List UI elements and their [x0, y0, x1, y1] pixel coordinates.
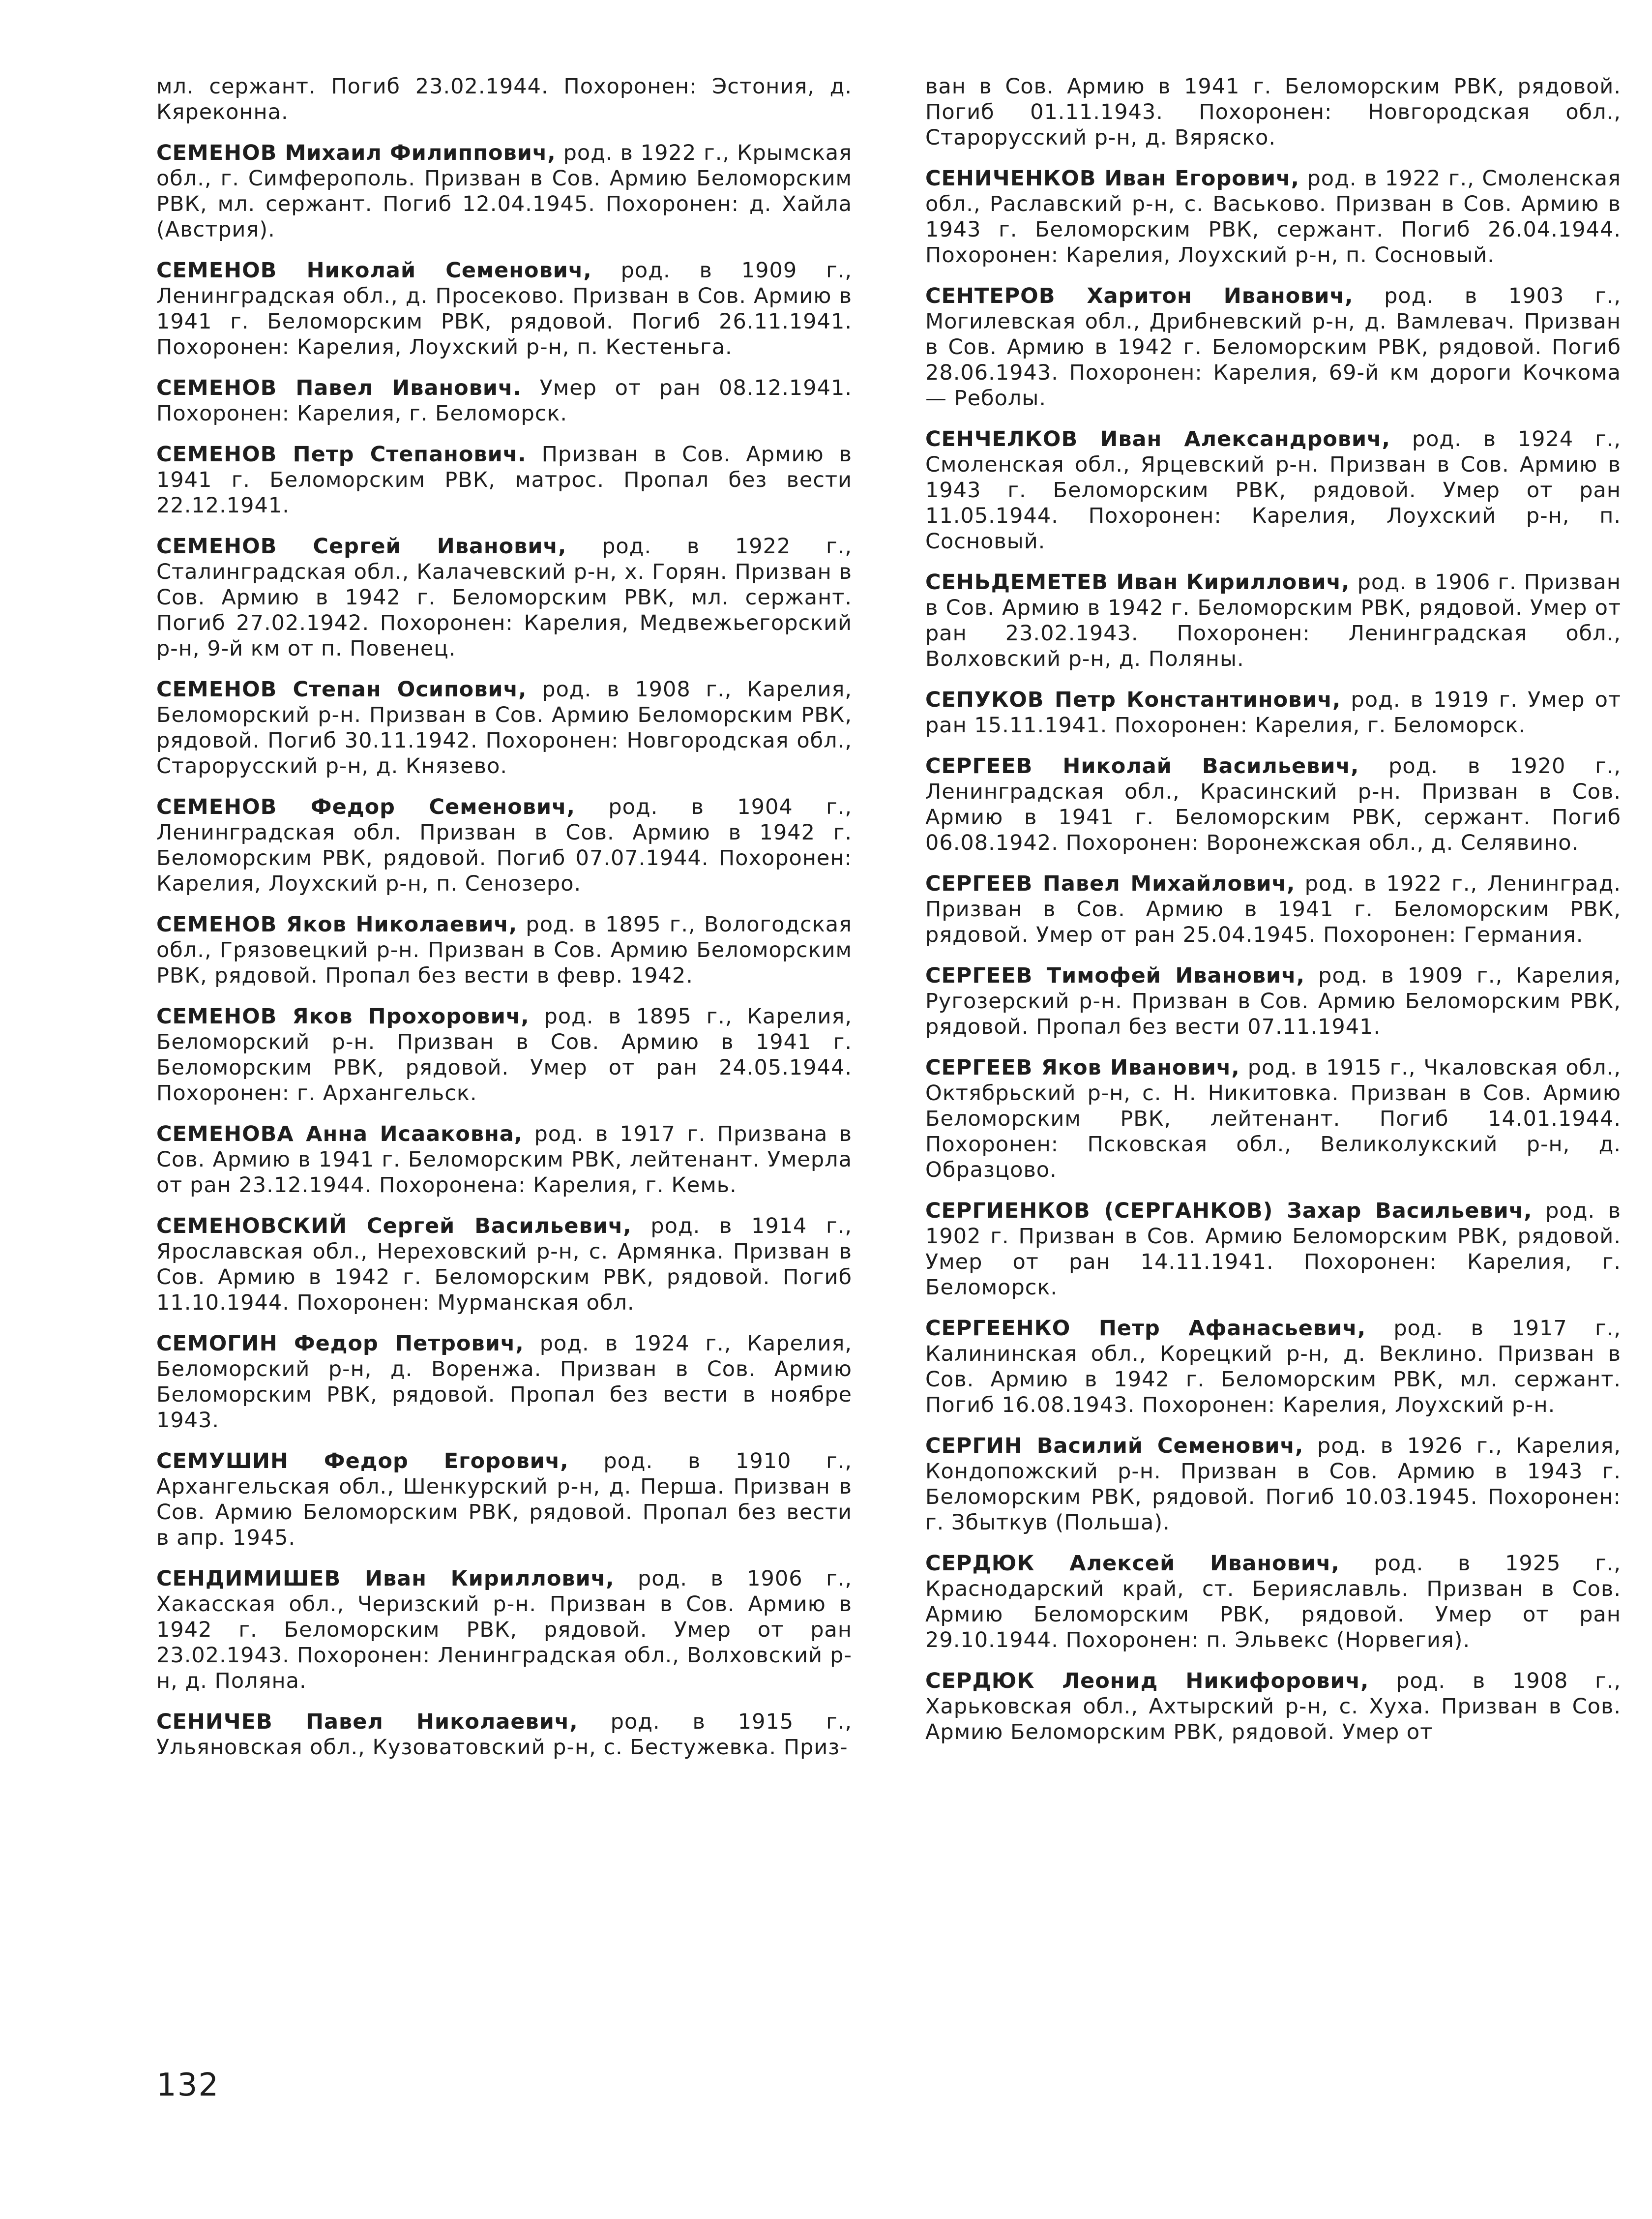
entry-text: род. в 1910 г., Архангельская обл., Шенкурский р-н, д. Перша. Призван в Сов. Армию Беломорским РВК, рядовой. Пропал без вести в апр. 1945.: [156, 1449, 852, 1550]
entry-text: род. в 1922 г., Ленинград. Призван в Сов. Армию в 1941 г. Беломорским РВК, рядовой. Умер от ран 25.04.1945. Похоронен: Германия.: [925, 871, 1621, 947]
left-column: [156, 74, 852, 1775]
entry: [925, 963, 1621, 1040]
entry-name: СЕНДИМИШЕВ Иван Кириллович,: [156, 1566, 615, 1591]
page-number: 132: [156, 2067, 220, 2103]
entry-name: СЕМЕНОВ Яков Прохорович,: [156, 1004, 530, 1029]
entry-text: Призван в Сов. Армию в 1941 г. Беломорским РВК, матрос. Пропал без вести 22.12.1941.: [156, 442, 852, 518]
entry: [925, 1198, 1621, 1300]
entry: [156, 912, 852, 989]
entry: [925, 1433, 1621, 1535]
entry-name: СЕРГИЕНКОВ (СЕРГАНКОВ) Захар Васильевич,: [925, 1199, 1533, 1223]
entry-text: род. в 1924 г., Карелия, Беломорский р-н, д. Воренжа. Призван в Сов. Армию Беломорским РВК, рядовой. Пропал без вести в ноябре 1943.: [156, 1331, 852, 1433]
entry: [925, 283, 1621, 411]
entry-name: СЕМЕНОВ Степан Осипович,: [156, 677, 527, 702]
entry: [156, 534, 852, 661]
entry-name: СЕМЕНОВ Сергей Иванович,: [156, 534, 567, 559]
continuation-text: мл. сержант. Погиб 23.02.1944. Похоронен: Эстония, д. Кяреконна.: [156, 74, 852, 124]
entry-name: СЕНТЕРОВ Харитон Иванович,: [925, 284, 1354, 308]
entry-name: СЕНИЧЕНКОВ Иван Егорович,: [925, 166, 1299, 191]
entry: [925, 570, 1621, 672]
entry-text: род. в 1914 г., Ярославская обл., Нереховский р-н, с. Армянка. Призван в Сов. Армию в 1942 г. Беломорским РВК, рядовой. Погиб 11.10.1944. Похоронен: Мурманская обл.: [156, 1214, 852, 1315]
entry-name: СЕРГЕЕВ Тимофей Иванович,: [925, 963, 1305, 988]
entry-name: СЕРГЕЕНКО Петр Афанасьевич,: [925, 1316, 1366, 1341]
entry-text: род. в 1917 г. Призвана в Сов. Армию в 1941 г. Беломорским РВК, лейтенант. Умерла от ран 23.12.1944. Похоронена: Карелия, г. Кемь.: [156, 1122, 852, 1198]
entry: [156, 677, 852, 779]
entry: [925, 1055, 1621, 1183]
entry: [156, 140, 852, 242]
entry: [156, 258, 852, 360]
entry-text: род. в 1915 г., Ульяновская обл., Кузоватовский р-н, с. Бестужевка. Приз-: [156, 1709, 852, 1760]
entry-name: СЕМЕНОВ Петр Степанович.: [156, 442, 527, 467]
entry-name: СЕНЧЕЛКОВ Иван Александрович,: [925, 427, 1390, 451]
entry-name: СЕМЕНОВ Михаил Филиппович,: [156, 141, 556, 165]
entry: [925, 871, 1621, 948]
entry: [925, 166, 1621, 268]
entry-name: СЕРГЕЕВ Яков Иванович,: [925, 1055, 1240, 1080]
entry-text: род. в 1906 г., Хакасская обл., Черизский р-н. Призван в Сов. Армию в 1942 г. Беломорским РВК, рядовой. Умер от ран 23.02.1943. Похоронен: Ленинградская обл., Волховский р-н, д. Поляна.: [156, 1566, 852, 1693]
entry: [156, 1004, 852, 1106]
entry: [925, 426, 1621, 554]
entry-name: СЕРДЮК Алексей Иванович,: [925, 1551, 1340, 1576]
entry-text: Умер от ран 08.12.1941. Похоронен: Карелия, г. Беломорск.: [156, 376, 852, 426]
entry: [925, 687, 1621, 738]
entry-text: род. в 1908 г., Харьковская обл., Ахтырский р-н, с. Хуха. Призван в Сов. Армию Беломорским РВК, рядовой. Умер от: [925, 1669, 1621, 1744]
entry: [925, 1551, 1621, 1653]
entry-name: СЕМЕНОВСКИЙ Сергей Васильевич,: [156, 1214, 632, 1238]
entry-name: СЕРГЕЕВ Николай Васильевич,: [925, 754, 1359, 779]
entry-text: род. в 1924 г., Смоленская обл., Ярцевский р-н. Призван в Сов. Армию в 1943 г. Беломорским РВК, рядовой. Умер от ран 11.05.1944. Похоронен: Карелия, Лоухский р-н, п. Сосновый.: [925, 427, 1621, 554]
right-column: [925, 74, 1621, 1760]
entry-text: род. в 1920 г., Ленинградская обл., Красинский р-н. Призван в Сов. Армию в 1941 г. Беломорским РВК, сержант. Погиб 06.08.1942. Похоронен: Воронежская обл., д. Селявино.: [925, 754, 1621, 855]
entry-text: род. в 1917 г., Калининская обл., Корецкий р-н, д. Веклино. Призван в Сов. Армию в 1942 г. Беломорским РВК, мл. сержант. Погиб 16.08.1943. Похоронен: Карелия, Лоухский р-н.: [925, 1316, 1621, 1417]
entry-text: род. в 1919 г. Умер от ран 15.11.1941. Похоронен: Карелия, г. Беломорск.: [925, 688, 1621, 738]
entry-text: род. в 1926 г., Карелия, Кондопожский р-н. Призван в Сов. Армию в 1943 г. Беломорским РВК, рядовой. Погиб 10.03.1945. Похоронен: г. Збыткув (Польша).: [925, 1434, 1621, 1535]
entry-text: род. в 1909 г., Ленинградская обл., д. Просеково. Призван в Сов. Армию в 1941 г. Беломорским РВК, рядовой. Погиб 26.11.1941. Похоронен: Карелия, Лоухский р-н, п. Кестеньга.: [156, 258, 852, 360]
entry-name: СЕМЕНОВ Павел Иванович.: [156, 376, 522, 400]
entry-name: СЕМОГИН Федор Петрович,: [156, 1331, 524, 1356]
entry: [156, 1213, 852, 1316]
entry: [156, 375, 852, 426]
entry-text: род. в 1908 г., Карелия, Беломорский р-н. Призван в Сов. Армию Беломорским РВК, рядовой. Погиб 30.11.1942. Похоронен: Новгородская обл., Старорусский р-н, д. Князево.: [156, 677, 852, 779]
entry-name: СЕМЕНОВ Федор Семенович,: [156, 795, 575, 819]
entry: [156, 1566, 852, 1694]
entry-name: СЕМЕНОВ Яков Николаевич,: [156, 912, 518, 937]
entry-text: род. в 1895 г., Карелия, Беломорский р-н. Призван в Сов. Армию в 1941 г. Беломорским РВК, рядовой. Умер от ран 24.05.1944. Похоронен: г. Архангельск.: [156, 1004, 852, 1106]
entry-name: СЕМЕНОВ Николай Семенович,: [156, 258, 592, 283]
entry: [925, 1668, 1621, 1745]
entry: [156, 1448, 852, 1551]
entry-text: род. в 1895 г., Вологодская обл., Грязовецкий р-н. Призван в Сов. Армию Беломорским РВК, рядовой. Пропал без вести в февр. 1942.: [156, 912, 853, 988]
entry-text: род. в 1902 г. Призван в Сов. Армию Беломорским РВК, рядовой. Умер от ран 14.11.1941. Похоронен: Карелия, г. Беломорск.: [925, 1199, 1622, 1300]
entry-text: род. в 1922 г., Сталинградская обл., Калачевский р-н, х. Горян. Призван в Сов. Армию в 1942 г. Беломорским РВК, мл. сержант. Погиб 27.02.1942. Похоронен: Карелия, Медвежьегорский р-н, 9-й км от п. Повенец.: [156, 534, 852, 661]
entry: [925, 1316, 1621, 1418]
entry-text: род. в 1915 г., Чкаловская обл., Октябрьский р-н, с. Н. Никитовка. Призван в Сов. Армию Беломорским РВК, лейтенант. Погиб 14.01.1944. Похоронен: Псковская обл., Великолукский р-н, д. Образцово.: [925, 1055, 1621, 1182]
entry-name: СЕРГЕЕВ Павел Михайлович,: [925, 871, 1296, 896]
entry: [156, 1331, 852, 1433]
entry: [156, 1709, 852, 1760]
entry-name: СЕРДЮК Леонид Никифорович,: [925, 1669, 1369, 1693]
entry: [925, 753, 1621, 856]
continuation-text: ван в Сов. Армию в 1941 г. Беломорским РВК, рядовой. Погиб 01.11.1943. Похоронен: Новгородская обл., Старорусский р-н, д. Вяряско.: [925, 74, 1621, 150]
entry-name: СЕНИЧЕВ Павел Николаевич,: [156, 1709, 578, 1734]
entry-name: СЕРГИН Василий Семенович,: [925, 1434, 1304, 1458]
entry-name: СЕНЬДЕМЕТЕВ Иван Кириллович,: [925, 570, 1350, 595]
entry-text: род. в 1909 г., Карелия, Ругозерский р-н. Призван в Сов. Армию Беломорским РВК, рядовой. Пропал без вести 07.11.1941.: [925, 963, 1621, 1039]
entry-name: СЕПУКОВ Петр Константинович,: [925, 688, 1341, 712]
entry: [156, 794, 852, 897]
entry-text: род. в 1922 г., Крымская обл., г. Симферополь. Призван в Сов. Армию Беломорским РВК, мл. сержант. Погиб 12.04.1945. Похоронен: д. Хайла (Австрия).: [156, 141, 852, 242]
entry-text: род. в 1906 г. Призван в Сов. Армию в 1942 г. Беломорским РВК, рядовой. Умер от ран 23.02.1943. Похоронен: Ленинградская обл., Волховский р-н, д. Поляны.: [925, 570, 1621, 671]
entry-text: род. в 1904 г., Ленинградская обл. Призван в Сов. Армию в 1942 г. Беломорским РВК, рядовой. Погиб 07.07.1944. Похоронен: Карелия, Лоухский р-н, п. Сенозеро.: [156, 795, 852, 896]
entry-text: род. в 1903 г., Могилевская обл., Дрибневский р-н, д. Вамлевач. Призван в Сов. Армию в 1942 г. Беломорским РВК, рядовой. Погиб 28.06.1943. Похоронен: Карелия, 69-й км дороги Кочкома — Реболы.: [925, 284, 1621, 411]
entry-text: род. в 1922 г., Смоленская обл., Раславский р-н, с. Васьково. Призван в Сов. Армию в 1943 г. Беломорским РВК, сержант. Погиб 26.04.1944. Похоронен: Карелия, Лоухский р-н, п. Сосновый.: [925, 166, 1621, 268]
entry: [156, 442, 852, 518]
entry-name: СЕМЕНОВА Анна Исааковна,: [156, 1122, 523, 1146]
entry-text: род. в 1925 г., Краснодарский край, ст. Берияславль. Призван в Сов. Армию Беломорским РВК, рядовой. Умер от ран 29.10.1944. Похоронен: п. Эльвекс (Норвегия).: [925, 1551, 1621, 1652]
entry-name: СЕМУШИН Федор Егорович,: [156, 1449, 569, 1473]
entry: [156, 1121, 852, 1198]
